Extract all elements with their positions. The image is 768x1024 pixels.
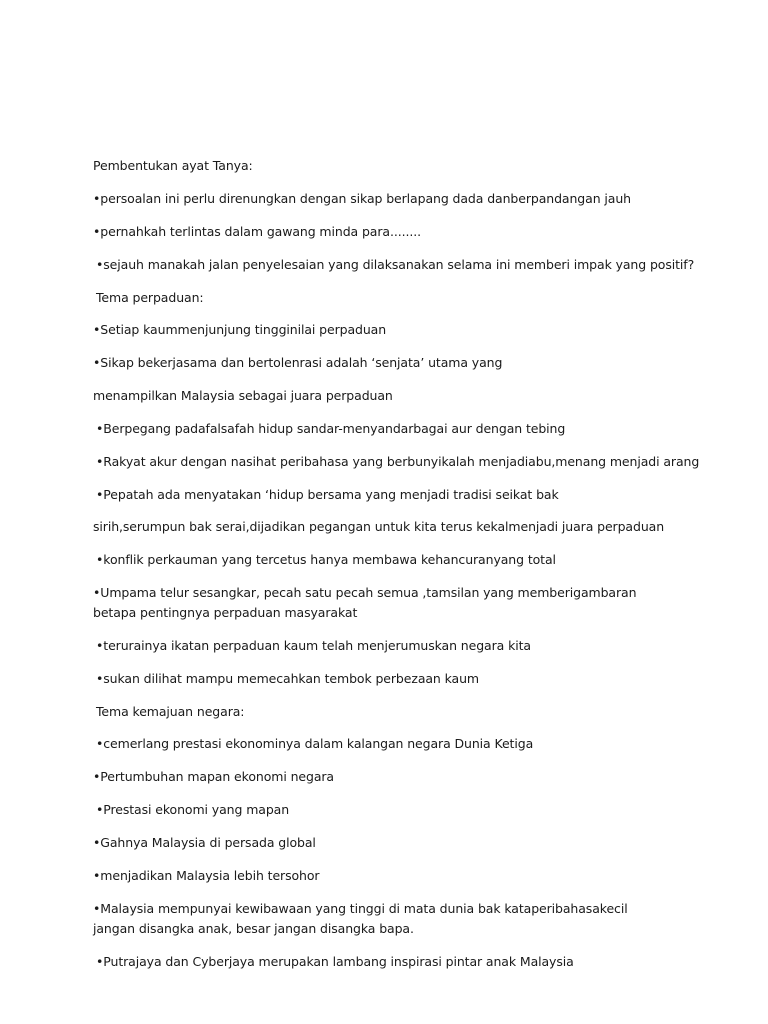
heading-ayat-tanya: Pembentukan ayat Tanya: [93, 158, 253, 173]
bullet-line: •terurainya ikatan perpaduan kaum telah menjerumuskan negara kita [96, 638, 531, 653]
continuation-line: sirih,serumpun bak serai,dijadikan pegangan untuk kita terus kekalmenjadi juara perpaduan [93, 519, 665, 534]
bullet-line: •pernahkah terlintas dalam gawang minda para........ [93, 224, 421, 239]
bullet-line: •menjadikan Malaysia lebih tersohor [93, 868, 320, 883]
bullet-line: •persoalan ini perlu direnungkan dengan sikap berlapang dada danberpandangan jauh [93, 191, 631, 206]
heading-tema-kemajuan: Tema kemajuan negara: [96, 704, 245, 719]
bullet-line: •Putrajaya dan Cyberjaya merupakan lambang inspirasi pintar anak Malaysia [96, 954, 574, 969]
bullet-line: •Umpama telur sesangkar, pecah satu pecah semua ,tamsilan yang memberigambaran betapa pentingnya perpaduan masyarakat [93, 585, 637, 620]
bullet-line: •Pertumbuhan mapan ekonomi negara [93, 769, 334, 784]
bullet-line: •cemerlang prestasi ekonominya dalam kalangan negara Dunia Ketiga [96, 736, 534, 751]
bullet-line: •Prestasi ekonomi yang mapan [96, 802, 290, 817]
bullet-line: •Gahnya Malaysia di persada global [93, 835, 316, 850]
bullet-line: •Setiap kaummenjunjung tingginilai perpaduan [93, 322, 387, 337]
bullet-line: •Pepatah ada menyatakan ‘hidup bersama yang menjadi tradisi seikat bak [96, 487, 559, 502]
bullet-line: •Sikap bekerjasama dan bertolenrasi adalah ‘senjata’ utama yang [93, 355, 503, 370]
bullet-line: •Berpegang padafalsafah hidup sandar-menyandarbagai aur dengan tebing [96, 421, 566, 436]
bullet-line: •sejauh manakah jalan penyelesaian yang dilaksanakan selama ini memberi impak yang positif? [96, 257, 695, 272]
heading-tema-perpaduan: Tema perpaduan: [96, 290, 204, 305]
bullet-line: •konflik perkauman yang tercetus hanya membawa kehancuranyang total [96, 552, 556, 567]
bullet-line: •Rakyat akur dengan nasihat peribahasa yang berbunyikalah menjadiabu,menang menjadi arang [96, 454, 700, 469]
bullet-line: •sukan dilihat mampu memecahkan tembok perbezaan kaum [96, 671, 480, 686]
continuation-line: menampilkan Malaysia sebagai juara perpaduan [93, 388, 393, 403]
bullet-line: •Malaysia mempunyai kewibawaan yang tinggi di mata dunia bak kataperibahasakecil jangan disangka anak, besar jangan disangka bapa. [93, 901, 628, 936]
